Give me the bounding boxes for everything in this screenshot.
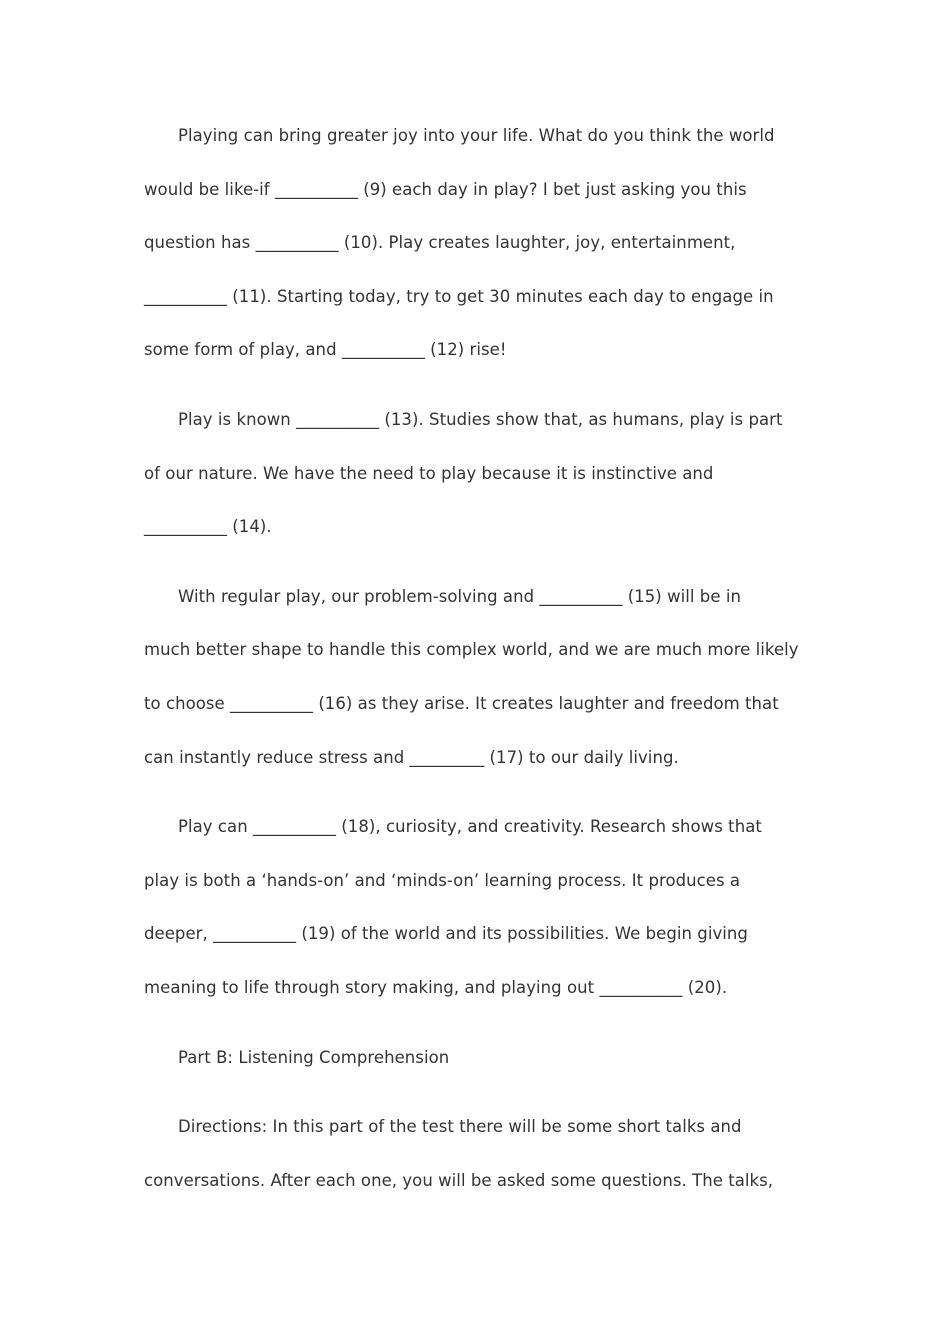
- text-line: With regular play, our problem-solving and __________ (15) will be in: [178, 586, 741, 606]
- document-page: [144, 109, 809, 1207]
- text-line: meaning to life through story making, and playing out __________ (20).: [144, 977, 728, 997]
- paragraph-spacer: [144, 784, 809, 800]
- text-line: Playing can bring greater joy into your life. What do you think the world: [178, 126, 775, 145]
- text-line: some form of play, and __________ (12) rise!: [144, 340, 507, 360]
- text-line: question has __________ (10). Play creates laughter, joy, entertainment,: [144, 233, 736, 253]
- paragraph-directions: [144, 1100, 809, 1207]
- text-line: much better shape to handle this complex world, and we are much more likely: [144, 640, 799, 660]
- paragraph-spacer: [144, 1015, 809, 1031]
- text-line: to choose __________ (16) as they arise. It creates laughter and freedom that: [144, 693, 779, 713]
- text-line: __________ (11). Starting today, try to get 30 minutes each day to engage in: [144, 286, 774, 306]
- section-heading: Part B: Listening Comprehension: [178, 1047, 450, 1067]
- paragraph-regular-play: [144, 570, 809, 784]
- text-line: can instantly reduce stress and _________ (17) to our daily living.: [144, 747, 679, 767]
- text-line: play is both a ‘hands-on’ and ‘minds-on’ learning process. It produces a: [144, 870, 741, 890]
- text-line: Play can __________ (18), curiosity, and creativity. Research shows that: [178, 817, 762, 837]
- text-line: Directions: In this part of the test there will be some short talks and: [178, 1117, 742, 1137]
- paragraph-play-joy: [144, 109, 809, 377]
- text-line: deeper, __________ (19) of the world and its possibilities. We begin giving: [144, 924, 748, 944]
- text-line: would be like-if __________ (9) each day in play? I bet just asking you this: [144, 179, 747, 199]
- text-line: Play is known __________ (13). Studies show that, as humans, play is part: [178, 409, 783, 429]
- section-heading-part-b: [144, 1031, 809, 1085]
- paragraph-spacer: [144, 554, 809, 570]
- text-line: conversations. After each one, you will be asked some questions. The talks,: [144, 1170, 774, 1190]
- paragraph-curiosity: [144, 800, 809, 1014]
- paragraph-play-nature: [144, 393, 809, 554]
- paragraph-spacer: [144, 1084, 809, 1100]
- paragraph-spacer: [144, 377, 809, 393]
- text-line: __________ (14).: [144, 517, 272, 537]
- text-line: of our nature. We have the need to play because it is instinctive and: [144, 463, 714, 483]
